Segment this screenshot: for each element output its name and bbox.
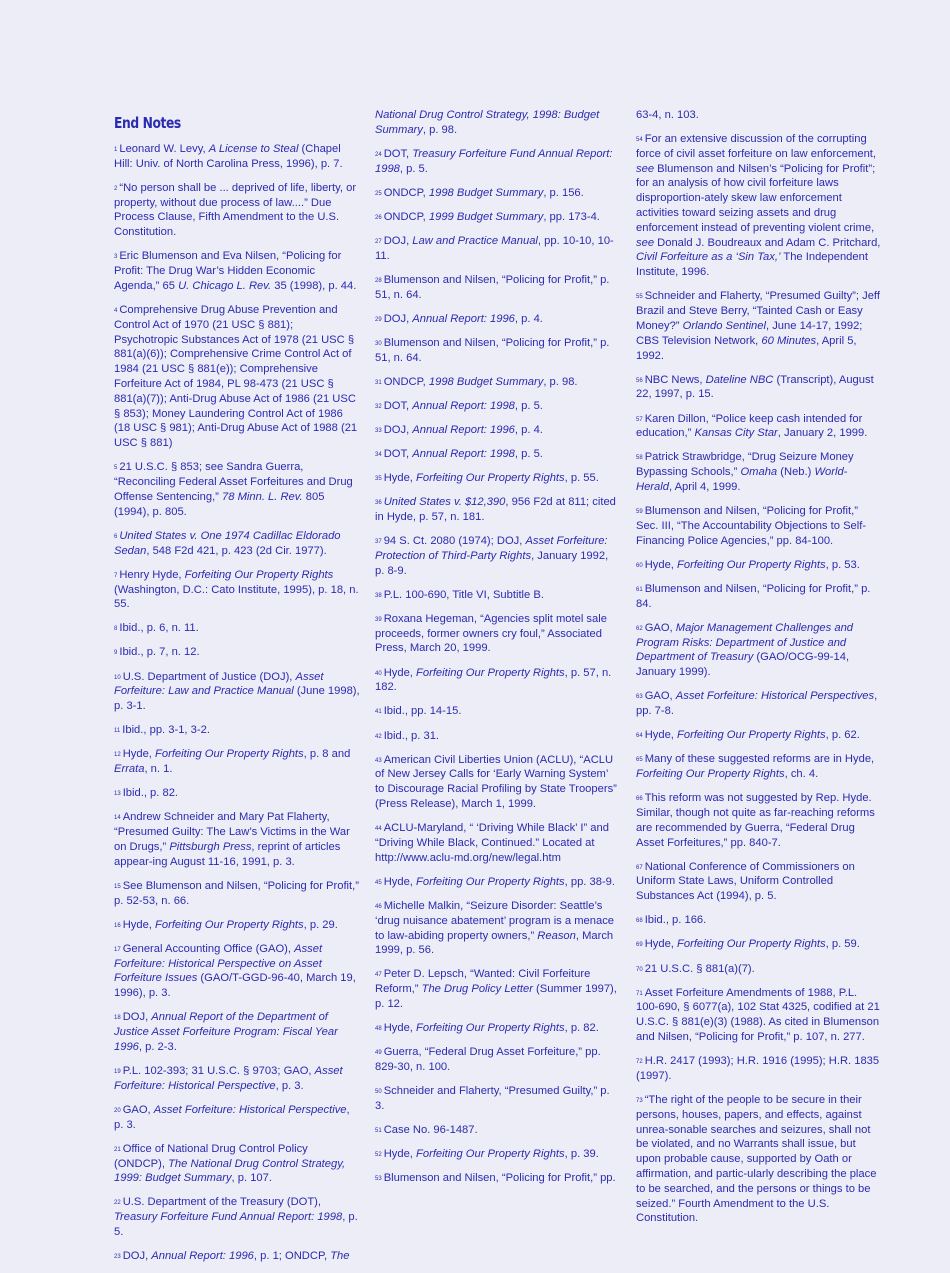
- endnote-text: Hyde, Forfeiting Our Property Rights, pp. 38-9.: [383, 875, 616, 888]
- endnote-number: 64: [636, 733, 643, 740]
- endnote-number: 39: [375, 616, 382, 623]
- endnote-text: Hyde, Forfeiting Our Property Rights, p. 53.: [644, 558, 860, 571]
- endnote-29: [375, 312, 620, 327]
- endnote-number: 3: [114, 254, 118, 261]
- endnote-67: [636, 860, 882, 904]
- endnote-42: [375, 729, 620, 744]
- endnote-number: 53: [375, 1176, 382, 1183]
- endnote-number: 41: [375, 709, 382, 716]
- endnote-number: 21: [114, 1146, 121, 1153]
- endnote-50: [375, 1084, 620, 1114]
- endnote-text: Ibid., p. 166.: [644, 914, 707, 927]
- endnote-number: 17: [114, 946, 121, 953]
- endnote-text: U.S. Department of the Treasury (DOT), Treasury Forfeiture Fund Annual Report: 1998, p. 5.: [114, 1196, 358, 1239]
- endnote-65: [636, 752, 882, 782]
- endnote-56: [636, 373, 882, 403]
- endnote-text: GAO, Asset Forfeiture: Historical Perspective, p. 3.: [114, 1103, 350, 1131]
- endnote-44: [375, 821, 620, 865]
- endnote-continued: [375, 108, 620, 138]
- endnote-text: Hyde, Forfeiting Our Property Rights, p. 8 and Errata, n. 1.: [114, 748, 351, 776]
- endnote-text: General Accounting Office (GAO), Asset Forfeiture: Historical Perspective on Asset Forfeiture Issues (GAO/T-GGD-96-40, March 19, 1996), p. 3.: [114, 942, 356, 1000]
- endnote-number: 73: [636, 1097, 643, 1104]
- endnote-number: 7: [114, 572, 118, 579]
- endnote-59: [636, 504, 882, 548]
- endnote-text: Ibid., pp. 14-15.: [383, 705, 462, 718]
- endnote-number: 22: [114, 1200, 121, 1207]
- endnote-text: Leonard W. Levy, A License to Steal (Chapel Hill: Univ. of North Carolina Press, 1996), p. 7.: [114, 143, 343, 170]
- page-title: End Notes: [114, 114, 181, 132]
- endnote-number: 66: [636, 796, 643, 803]
- endnote-55: [636, 289, 882, 363]
- endnote-number: 11: [114, 728, 121, 735]
- endnote-number: 33: [375, 427, 382, 434]
- endnote-text: Patrick Strawbridge, “Drug Seizure Money Bypassing Schools,” Omaha (Neb.) World-Herald, April 4, 1999.: [636, 451, 854, 494]
- endnote-number: 12: [114, 752, 121, 759]
- endnote-51: [375, 1123, 620, 1138]
- endnote-38: [375, 588, 620, 603]
- column-3: [636, 108, 882, 1235]
- endnote-number: 42: [375, 733, 382, 740]
- endnote-text: Michelle Malkin, “Seizure Disorder: Seattle’s ‘drug nuisance abatement’ program is a menace to law-abiding property owners,” Reason, March 1999, p. 56.: [375, 899, 615, 957]
- endnote-52: [375, 1147, 620, 1162]
- endnote-61: [636, 582, 882, 612]
- endnote-18: [114, 1010, 360, 1054]
- endnote-text: Ibid., pp. 3-1, 3-2.: [122, 724, 210, 737]
- endnote-number: 40: [375, 670, 382, 677]
- endnote-text: Blumenson and Nilsen, “Policing for Profit,” p. 51, n. 64.: [375, 273, 610, 301]
- endnote-text: ONDCP, 1998 Budget Summary, p. 156.: [383, 186, 584, 199]
- endnote-text: Hyde, Forfeiting Our Property Rights, p. 39.: [383, 1148, 599, 1161]
- endnote-number: 65: [636, 757, 643, 764]
- endnote-number: 55: [636, 294, 643, 301]
- endnote-text: ACLU-Maryland, “ ‘Driving While Black’ I” and “Driving While Black, Continued.” Located at http://www.aclu-md.org/new/legal.htm: [375, 822, 609, 864]
- endnote-number: 44: [375, 826, 382, 833]
- endnote-text: DOT, Treasury Forfeiture Fund Annual Report: 1998, p. 5.: [375, 147, 613, 175]
- endnote-number: 61: [636, 586, 643, 593]
- endnote-13: [114, 786, 360, 801]
- endnote-number: 10: [114, 674, 121, 681]
- endnote-number: 48: [375, 1026, 382, 1033]
- endnote-text: P.L. 100-690, Title VI, Subtitle B.: [383, 588, 544, 601]
- endnote-text: Ibid., p. 6, n. 11.: [119, 622, 199, 635]
- endnote-25: [375, 186, 620, 201]
- endnote-15: [114, 879, 360, 909]
- endnote-text: Hyde, Forfeiting Our Property Rights, p. 29.: [122, 918, 338, 931]
- endnote-text: Blumenson and Nilsen, “Policing for Profit,” Sec. III, “The Accountability Objections to Self-Financing Police Agencies,” pp. 84-100.: [636, 505, 867, 547]
- endnote-73: [636, 1093, 882, 1226]
- endnote-text: GAO, Asset Forfeiture: Historical Perspectives, pp. 7-8.: [636, 690, 878, 718]
- endnote-39: [375, 612, 620, 656]
- endnote-text: DOJ, Law and Practice Manual, pp. 10-10, 10-11.: [375, 234, 614, 262]
- endnote-35: [375, 471, 620, 486]
- endnote-number: 70: [636, 966, 643, 973]
- endnote-66: [636, 791, 882, 850]
- endnote-text: Hyde, Forfeiting Our Property Rights, p. 82.: [383, 1022, 599, 1035]
- endnote-number: 4: [114, 308, 118, 315]
- endnote-62: [636, 621, 882, 680]
- endnote-number: 71: [636, 990, 643, 997]
- endnote-text: ONDCP, 1999 Budget Summary, pp. 173-4.: [383, 210, 600, 223]
- endnote-3: [114, 249, 360, 293]
- endnote-number: 31: [375, 379, 382, 386]
- endnote-text: Asset Forfeiture Amendments of 1988, P.L. 100-690, § 6077(a), 102 Stat 4325, codified at 21 U.S.C. § 881(e)(3) (1988). As cited in Blumenson and Nilsen, “Policing for Profit,” p. 107, n. 277.: [636, 986, 880, 1043]
- endnote-text: National Conference of Commissioners on Uniform State Laws, Uniform Controlled Substances Act (1994), p. 5.: [636, 860, 855, 903]
- endnote-37: [375, 534, 620, 578]
- endnote-text: American Civil Liberties Union (ACLU), “ACLU of New Jersey Calls for ‘Early Warning System’ to Discourage Racial Profiling by State Troopers” (Press Release), March 1, 1999.: [375, 753, 617, 811]
- endnote-text: For an extensive discussion of the corrupting force of civil asset forfeiture on law enforcement, see Blumenson and Nilsen’s “Policing for Profit”; for an analysis of how civil forfeiture laws disproportion-ately skew law enforcement activities toward seizing assets and drug enforcement instead of preventing violent crime, see Donald J. Boudreaux and Adam C. Pritchard, Civil Forfeiture as a ‘Sin Tax,’ The Independent Institute, 1996.: [636, 133, 881, 279]
- endnote-text: Many of these suggested reforms are in Hyde, Forfeiting Our Property Rights, ch. 4.: [636, 753, 875, 781]
- endnote-9: [114, 645, 360, 660]
- endnote-number: 49: [375, 1050, 382, 1057]
- endnote-text: See Blumenson and Nilsen, “Policing for Profit,” p. 52-53, n. 66.: [114, 879, 359, 907]
- endnote-number: 60: [636, 562, 643, 569]
- endnote-number: 27: [375, 238, 382, 245]
- endnote-number: 29: [375, 316, 382, 323]
- endnote-number: 15: [114, 883, 121, 890]
- endnote-33: [375, 423, 620, 438]
- endnote-number: 69: [636, 942, 643, 949]
- endnote-71: [636, 986, 882, 1045]
- endnote-number: 26: [375, 214, 382, 221]
- endnote-text: 63-4, n. 103.: [636, 109, 699, 121]
- endnote-text: Karen Dillon, “Police keep cash intended for education,” Kansas City Star, January 2, 1999.: [636, 412, 868, 440]
- endnote-text: Blumenson and Nilsen, “Policing for Profit,” p. 51, n. 64.: [375, 336, 610, 364]
- endnote-number: 2: [114, 185, 118, 192]
- endnote-7: [114, 568, 360, 612]
- endnote-20: [114, 1103, 360, 1133]
- endnote-63: [636, 689, 882, 719]
- endnote-45: [375, 875, 620, 890]
- endnote-number: 30: [375, 340, 382, 347]
- endnote-number: 63: [636, 694, 643, 701]
- endnote-text: U.S. Department of Justice (DOJ), Asset Forfeiture: Law and Practice Manual (June 1998), p. 3-1.: [114, 670, 360, 713]
- endnote-58: [636, 450, 882, 494]
- endnote-41: [375, 704, 620, 719]
- endnote-text: DOT, Annual Report: 1998, p. 5.: [383, 448, 543, 461]
- endnote-number: 72: [636, 1059, 643, 1066]
- endnote-34: [375, 447, 620, 462]
- endnote-60: [636, 558, 882, 573]
- endnote-17: [114, 942, 360, 1001]
- endnote-number: 56: [636, 377, 643, 384]
- endnote-number: 32: [375, 403, 382, 410]
- endnote-text: DOJ, Annual Report: 1996, p. 1; ONDCP, The: [122, 1250, 350, 1263]
- endnote-text: This reform was not suggested by Rep. Hyde. Similar, though not quite as far-reaching reforms are recommended by Guerra, “Federal Drug Asset Forfeitures,” pp. 840-7.: [636, 792, 875, 849]
- endnote-number: 59: [636, 509, 643, 516]
- endnote-26: [375, 210, 620, 225]
- endnote-text: Case No. 96-1487.: [383, 1123, 478, 1136]
- endnote-1: [114, 142, 360, 172]
- endnote-54: [636, 132, 882, 280]
- endnote-number: 67: [636, 864, 643, 871]
- endnote-number: 62: [636, 625, 643, 632]
- endnote-number: 23: [114, 1254, 121, 1261]
- endnote-number: 58: [636, 455, 643, 462]
- endnote-10: [114, 670, 360, 714]
- endnote-number: 57: [636, 416, 643, 423]
- endnote-text: United States v. $12,390, 956 F2d at 811; cited in Hyde, p. 57, n. 181.: [375, 496, 616, 523]
- endnote-number: 6: [114, 533, 118, 540]
- endnote-number: 8: [114, 626, 118, 633]
- endnote-text: Schneider and Flaherty, “Presumed Guilty,” p. 3.: [375, 1085, 610, 1112]
- endnote-number: 45: [375, 879, 382, 886]
- endnote-number: 19: [114, 1068, 121, 1075]
- endnote-5: [114, 460, 360, 519]
- endnote-number: 46: [375, 903, 382, 910]
- endnote-number: 47: [375, 972, 382, 979]
- endnote-number: 68: [636, 918, 643, 925]
- endnote-text: Peter D. Lepsch, “Wanted: Civil Forfeiture Reform,” The Drug Policy Letter (Summer 1997), p. 12.: [375, 968, 617, 1010]
- endnote-text: ONDCP, 1998 Budget Summary, p. 98.: [383, 375, 578, 388]
- endnote-21: [114, 1142, 360, 1186]
- endnote-47: [375, 967, 620, 1011]
- column-1: [114, 108, 360, 1273]
- endnote-text: Ibid., p. 82.: [122, 787, 179, 800]
- endnote-text: DOJ, Annual Report: 1996, p. 4.: [383, 423, 543, 436]
- endnote-36: [375, 495, 620, 525]
- endnote-53: [375, 1171, 620, 1186]
- endnote-30: [375, 336, 620, 366]
- endnote-text: Blumenson and Nilsen, “Policing for Profit,” pp.: [383, 1172, 616, 1185]
- endnote-text: Henry Hyde, Forfeiting Our Property Rights (Washington, D.C.: Cato Institute, 1995), p. 18, n. 55.: [114, 568, 359, 611]
- endnote-number: 5: [114, 465, 118, 472]
- endnote-number: 16: [114, 922, 121, 929]
- endnote-23: [114, 1249, 360, 1264]
- endnote-number: 9: [114, 650, 118, 657]
- endnote-text: Hyde, Forfeiting Our Property Rights, p. 62.: [644, 729, 860, 742]
- endnote-text: “The right of the people to be secure in their persons, houses, papers, and effects, against unrea-sonable searches and seizures, shall not be violated, and no Warrants shall issue, but upon probable cause, supported by Oath or affirmation, and partic-ularly describing the place to be searched, and the persons or things to be seized.” Fourth Amendment to the U.S. Constitution.: [636, 1093, 877, 1225]
- endnote-11: [114, 723, 360, 738]
- endnote-text: Hyde, Forfeiting Our Property Rights, p. 55.: [383, 472, 599, 485]
- endnote-number: 24: [375, 151, 382, 158]
- endnote-number: 28: [375, 277, 382, 284]
- endnote-number: 18: [114, 1015, 121, 1022]
- endnote-12: [114, 747, 360, 777]
- endnote-number: 35: [375, 476, 382, 483]
- endnote-32: [375, 399, 620, 414]
- endnote-number: 20: [114, 1107, 121, 1114]
- endnote-text: NBC News, Dateline NBC (Transcript), August 22, 1997, p. 15.: [636, 373, 874, 401]
- endnote-text: Schneider and Flaherty, “Presumed Guilty”; Jeff Brazil and Steve Berry, “Tainted Cash or Easy Money?” Orlando Sentinel, June 14-17, 1992; CBS Television Network, 60 Minutes, April 5, 1992.: [636, 290, 880, 362]
- endnote-number: 38: [375, 592, 382, 599]
- endnote-number: 14: [114, 815, 121, 822]
- endnote-number: 1: [114, 147, 118, 153]
- endnote-number: 50: [375, 1089, 382, 1096]
- endnote-text: 21 U.S.C. § 853; see Sandra Guerra, “Reconciling Federal Asset Forfeitures and Drug Offense Sentencing,” 78 Minn. L. Rev. 805 (1994), p. 805.: [114, 461, 353, 518]
- endnote-text: 94 S. Ct. 2080 (1974); DOJ, Asset Forfeiture: Protection of Third-Party Rights, January 1992, p. 8-9.: [375, 535, 609, 577]
- endnote-4: [114, 303, 360, 451]
- endnote-text: P.L. 102-393; 31 U.S.C. § 9703; GAO, Asset Forfeiture: Historical Perspective, p. 3.: [114, 1064, 343, 1092]
- endnote-8: [114, 621, 360, 636]
- endnote-number: 54: [636, 137, 643, 144]
- endnote-number: 25: [375, 190, 382, 197]
- endnote-text: DOJ, Annual Report of the Department of Justice Asset Forfeiture Program: Fiscal Year 1996, p. 2-3.: [114, 1011, 338, 1053]
- endnote-text: Eric Blumenson and Eva Nilsen, “Policing for Profit: The Drug War’s Hidden Economic Agenda,” 65 U. Chicago L. Rev. 35 (1998), p. 44.: [114, 250, 357, 292]
- endnote-text: Blumenson and Nilsen, “Policing for Profit,” p. 84.: [636, 582, 871, 610]
- endnote-text: Comprehensive Drug Abuse Prevention and Control Act of 1970 (21 USC § 881); Psychotropic Substances Act of 1978 (21 USC § 881(a)(6)); Comprehensive Crime Control Act of 1984 (21 USC § 881(e)); Comprehensive Forfeiture Act of 1984, PL 98-473 (21 USC § 881(a)(7)); Anti-Drug Abuse Act of 1986 (21 USC § 853); Money Laundering Control Act of 1986 (18 USC § 981); Anti-Drug Abuse Act of 1988 (21 USC § 881): [114, 304, 358, 450]
- endnote-text: H.R. 2417 (1993); H.R. 1916 (1995); H.R. 1835 (1997).: [636, 1055, 880, 1082]
- endnote-text: 21 U.S.C. § 881(a)(7).: [644, 962, 755, 975]
- endnote-text: Ibid., p. 31.: [383, 729, 440, 742]
- endnote-46: [375, 899, 620, 958]
- endnote-49: [375, 1045, 620, 1075]
- endnote-19: [114, 1064, 360, 1094]
- endnote-number: 43: [375, 757, 382, 764]
- endnote-64: [636, 728, 882, 743]
- endnote-text: GAO, Major Management Challenges and Program Risks: Department of Justice and Department of Treasury (GAO/OCG-99-14, January 1999).: [636, 621, 854, 679]
- endnote-text: Roxana Hegeman, “Agencies split motel sale proceeds, former owners cry foul,” Associated Press, March 20, 1999.: [375, 612, 607, 655]
- endnote-number: 34: [375, 452, 382, 459]
- endnote-14: [114, 810, 360, 869]
- endnote-27: [375, 234, 620, 264]
- endnote-text: DOJ, Annual Report: 1996, p. 4.: [383, 312, 543, 325]
- endnote-text: National Drug Control Strategy, 1998: Budget Summary, p. 98.: [375, 109, 600, 136]
- endnote-16: [114, 918, 360, 933]
- endnote-72: [636, 1054, 882, 1084]
- endnote-number: 51: [375, 1127, 382, 1134]
- endnote-40: [375, 666, 620, 696]
- endnote-69: [636, 937, 882, 952]
- endnote-text: Ibid., p. 7, n. 12.: [119, 646, 200, 659]
- endnote-70: [636, 962, 882, 977]
- endnote-text: Guerra, “Federal Drug Asset Forfeiture,” pp. 829-30, n. 100.: [375, 1046, 601, 1073]
- endnote-text: “No person shall be ... deprived of life, liberty, or property, without due process of law....” Due Process Clause, Fifth Amendment to the U.S. Constitution.: [114, 181, 357, 239]
- endnote-text: United States v. One 1974 Cadillac Eldorado Sedan, 548 F2d 421, p. 423 (2d Cir. 1977).: [114, 529, 341, 557]
- endnote-number: 36: [375, 500, 382, 507]
- endnote-68: [636, 913, 882, 928]
- endnote-28: [375, 273, 620, 303]
- endnote-48: [375, 1021, 620, 1036]
- endnote-text: Office of National Drug Control Policy (ONDCP), The National Drug Control Strategy, 1999: Budget Summary, p. 107.: [114, 1142, 346, 1185]
- endnote-number: 52: [375, 1152, 382, 1159]
- endnote-43: [375, 753, 620, 812]
- endnote-31: [375, 375, 620, 390]
- endnote-2: [114, 181, 360, 240]
- endnote-number: 13: [114, 791, 121, 798]
- endnote-57: [636, 412, 882, 442]
- endnote-number: 37: [375, 539, 382, 546]
- endnote-text: Andrew Schneider and Mary Pat Flaherty, “Presumed Guilty: The Law’s Victims in the War on Drugs,” Pittsburgh Press, reprint of articles appear-ing August 11-16, 1991, p. 3.: [114, 811, 350, 868]
- endnote-24: [375, 147, 620, 177]
- endnote-text: Hyde, Forfeiting Our Property Rights, p. 59.: [644, 938, 860, 951]
- endnote-continued: [636, 108, 882, 123]
- column-2: [375, 108, 620, 1195]
- endnote-6: [114, 529, 360, 559]
- endnote-text: DOT, Annual Report: 1998, p. 5.: [383, 399, 543, 412]
- endnote-22: [114, 1195, 360, 1239]
- endnote-text: Hyde, Forfeiting Our Property Rights, p. 57, n. 182.: [375, 666, 612, 694]
